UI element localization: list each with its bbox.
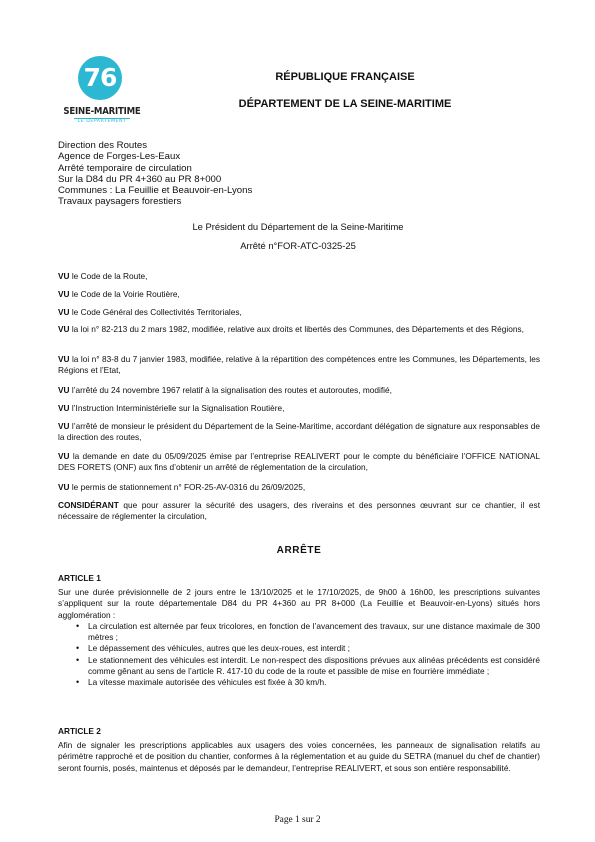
sender-line: Direction des Routes	[58, 140, 148, 151]
page-footer: Page 1 sur 2	[274, 815, 321, 825]
article-1-list	[58, 621, 540, 689]
vu-lead: VU	[58, 403, 70, 413]
list-item: • Le dépassement des véhicules, autres que les deux-roues, est interdit ;	[58, 643, 540, 654]
vu-clause	[58, 289, 540, 300]
header-department: DÉPARTEMENT DE LA SEINE-MARITIME	[238, 98, 452, 110]
article-1-body	[58, 587, 540, 689]
vu-clause	[58, 482, 540, 493]
vu-lead: VU	[58, 289, 70, 299]
arrete-title: ARRÊTE	[276, 545, 322, 556]
vu-text: la loi n° 82-213 du 2 mars 1982, modifiée, relative aux droits et libertés des Communes, des Départements et des Régions,	[69, 324, 524, 334]
vu-clause	[58, 307, 540, 318]
vu-text: l’Instruction Interministérielle sur la Signalisation Routière,	[69, 403, 285, 413]
considerant-clause	[58, 500, 540, 523]
arrete-number: Arrêté n°FOR-ATC-0325-25	[240, 240, 356, 251]
vu-lead: VU	[58, 451, 70, 461]
vu-lead: VU	[58, 421, 70, 431]
president-line: Le Président du Département de la Seine-Maritime	[192, 221, 404, 232]
vu-clause	[58, 354, 540, 377]
vu-text: la loi n° 83-8 du 7 janvier 1983, modifiée, relative à la répartition des compétences entre les Communes, les Départements, les Régions et l’Etat,	[58, 354, 540, 376]
vu-lead: VU	[58, 324, 70, 334]
logo-number: 76	[78, 56, 122, 100]
sender-line: Sur la D84 du PR 4+360 au PR 8+000	[58, 173, 222, 185]
vu-lead: VU	[58, 385, 70, 395]
vu-text: la demande en date du 05/09/2025 émise par l’entreprise REALIVERT pour le compte du bénéficiaire l’OFFICE NATIONAL DES FORETS (ONF) aux fins d’obtenir un arrêté de réglementation de la circulation,	[58, 451, 540, 473]
vu-lead: VU	[58, 354, 70, 364]
vu-clause	[58, 324, 540, 335]
vu-clause	[58, 385, 540, 396]
logo-name: SEINE-MARITIME	[63, 106, 141, 117]
logo-subtitle: LE DÉPARTEMENT	[77, 119, 127, 124]
vu-clause	[58, 403, 540, 414]
article-1-title: ARTICLE 1	[58, 573, 101, 583]
vu-text: le Code de la Route,	[69, 271, 148, 281]
vu-text: l’arrêté du 24 novembre 1967 relatif à la signalisation des routes et autoroutes, modifié,	[69, 385, 392, 395]
vu-text: le permis de stationnement n° FOR-25-AV-0316 du 26/09/2025,	[69, 482, 306, 492]
header-republic: RÉPUBLIQUE FRANÇAISE	[275, 71, 415, 83]
list-item: • La circulation est alternée par feux tricolores, en fonction de l’avancement des travaux, sur une distance maximale de 300 mètres ;	[58, 621, 540, 644]
vu-clause	[58, 451, 540, 474]
sender-block	[58, 140, 252, 208]
vu-lead: VU	[58, 271, 70, 281]
sender-line: Agence de Forges-Les-Eaux	[58, 151, 181, 163]
list-item: • La vitesse maximale autorisée des véhicules est fixée à 30 km/h.	[58, 677, 540, 688]
article-2-body: Afin de signaler les prescriptions applicables aux usagers des voies concernées, les panneaux de signalisation relatifs au périmètre rapproché et de position du chantier, conformes à la réglementation et au guide du SETRA (manuel du chef de chantier) seront fournis, posés, maintenus et déposés par le demandeur, l’entreprise REALIVERT, et sous son entière responsabilité.	[58, 740, 540, 773]
list-item: • Le stationnement des véhicules est interdit. Le non-respect des dispositions prévues aux alinéas précédents est considéré comme gênant au sens de l’article R. 417-10 du code de la route et passible de mise en fourrière immédiate ;	[58, 655, 540, 678]
article-2-title: ARTICLE 2	[58, 726, 101, 736]
vu-text: le Code de la Voirie Routière,	[69, 289, 180, 299]
vu-lead: VU	[58, 482, 70, 492]
vu-clause	[58, 421, 540, 444]
vu-text: l’arrêté de monsieur le président du Département de la Seine-Maritime, accordant délégation de signature aux responsables de la direction des routes,	[58, 421, 540, 443]
sender-line: Communes : La Feuillie et Beauvoir-en-Lyons	[58, 185, 253, 197]
department-logo	[62, 56, 142, 132]
sender-line: Travaux paysagers forestiers	[58, 196, 182, 208]
vu-text: le Code Général des Collectivités Territoriales,	[69, 307, 242, 317]
sender-line: Arrêté temporaire de circulation	[58, 162, 192, 174]
vu-clause	[58, 271, 540, 282]
considerant-text: que pour assurer la sécurité des usagers, des riverains et des personnes œuvrant sur ce chantier, il est nécessaire de réglementer la circulation,	[58, 500, 540, 522]
considerant-lead: CONSIDÉRANT	[58, 500, 119, 510]
article-1-intro: Sur une durée prévisionnelle de 2 jours entre le 13/10/2025 et le 17/10/2025, de 9h00 à 16h00, les prescriptions suivantes s’appliquent sur la route départementale D84 du PR 4+360 au PR 8+000 (La Feuillie et Beauvoir-en-Lyons) situés hors agglomération :	[58, 587, 540, 620]
vu-lead: VU	[58, 307, 70, 317]
